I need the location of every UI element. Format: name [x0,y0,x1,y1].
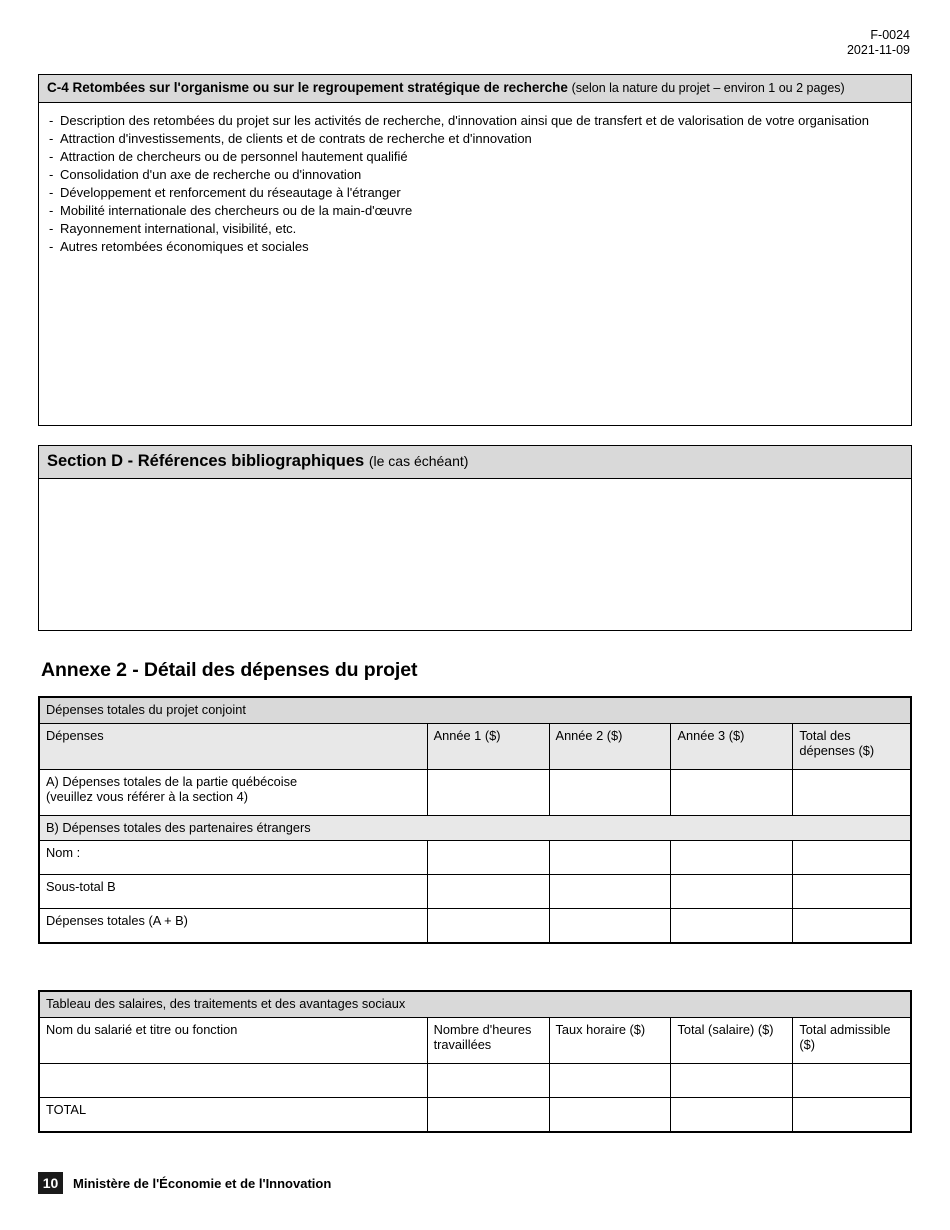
cell-input[interactable] [671,769,793,815]
table-depenses [38,696,912,944]
row-label: Dépenses totales (A + B) [40,909,428,943]
table-row [40,1063,911,1097]
row-label: A) Dépenses totales de la partie québécoise (veuillez vous référer à la section 4) [40,769,428,815]
row-label[interactable]: Nom : [40,841,428,875]
cell-input[interactable] [40,1063,428,1097]
table-row [40,1097,911,1131]
list-item: - Autres retombées économiques et sociales [49,238,901,256]
section-d-title-note: (le cas échéant) [368,453,469,469]
table-row [40,909,911,943]
list-item: - Description des retombées du projet sur les activités de recherche, d'innovation ainsi que de transfert et de valorisation de votre organisation [49,112,901,130]
footer-ministry: Ministère de l'Économie et de l'Innovation [73,1175,332,1191]
cell-input[interactable] [427,841,549,875]
cell-input[interactable] [671,1097,793,1131]
cell-input[interactable] [427,1063,549,1097]
cell-input[interactable] [671,909,793,943]
table-salaires-header-row [40,1017,911,1063]
table-depenses-header-row [40,723,911,769]
cell-input[interactable] [549,909,671,943]
section-d [38,445,912,631]
cell-input[interactable] [671,1063,793,1097]
cell-input[interactable] [427,1097,549,1131]
section-c4 [38,74,912,426]
row-label: B) Dépenses totales des partenaires étrangers [40,815,911,841]
cell-input[interactable] [793,769,911,815]
section-d-title-bold: Section D - Références bibliographiques [47,452,365,470]
table-row [40,769,911,815]
cell-input[interactable] [427,875,549,909]
column-header: Total admissible ($) [793,1017,911,1063]
column-header: Nom du salarié et titre ou fonction [40,1017,428,1063]
table-depenses-title: Dépenses totales du projet conjoint [40,698,911,724]
cell-input[interactable] [793,909,911,943]
cell-input[interactable] [793,1097,911,1131]
cell-input[interactable] [549,875,671,909]
cell-input[interactable] [549,1063,671,1097]
form-code: F-0024 [870,28,910,42]
table-salaires-title: Tableau des salaires, des traitements et des avantages sociaux [40,992,911,1018]
list-item: - Attraction de chercheurs ou de personnel hautement qualifié [49,148,901,166]
table-salaires-title-row [40,992,911,1018]
section-d-title [39,446,911,479]
row-label: TOTAL [40,1097,428,1131]
section-c4-list [49,112,901,256]
page-number: 10 [38,1172,63,1194]
cell-input[interactable] [793,875,911,909]
column-header: Total des dépenses ($) [793,723,911,769]
column-header: Nombre d'heures travaillées [427,1017,549,1063]
table-salaires [38,990,912,1133]
list-item: - Consolidation d'un axe de recherche ou d'innovation [49,166,901,184]
section-c4-body[interactable] [39,103,911,425]
cell-input[interactable] [549,769,671,815]
section-c4-title [39,75,911,103]
column-header: Dépenses [40,723,428,769]
table-depenses-title-row [40,698,911,724]
column-header: Année 1 ($) [427,723,549,769]
row-label: Sous-total B [40,875,428,909]
list-item: - Mobilité internationale des chercheurs ou de la main-d'œuvre [49,202,901,220]
page-footer [38,1172,331,1194]
column-header: Année 2 ($) [549,723,671,769]
column-header: Taux horaire ($) [549,1017,671,1063]
table-row [40,875,911,909]
cell-input[interactable] [427,909,549,943]
column-header: Année 3 ($) [671,723,793,769]
cell-input[interactable] [549,841,671,875]
document-header [38,0,912,58]
cell-input[interactable] [671,841,793,875]
form-date: 2021-11-09 [846,43,910,57]
list-item: - Rayonnement international, visibilité, etc. [49,220,901,238]
cell-input[interactable] [793,841,911,875]
section-c4-title-bold: C-4 Retombées sur l'organisme ou sur le regroupement stratégique de recherche [47,80,568,95]
cell-input[interactable] [427,769,549,815]
table-row [40,815,911,841]
section-c4-title-note: (selon la nature du projet – environ 1 ou 2 pages) [571,81,845,95]
cell-input[interactable] [671,875,793,909]
section-d-body[interactable] [39,479,911,630]
column-header: Total (salaire) ($) [671,1017,793,1063]
cell-input[interactable] [549,1097,671,1131]
page-title: Annexe 2 - Détail des dépenses du projet [41,659,418,681]
cell-input[interactable] [793,1063,911,1097]
table-row [40,841,911,875]
list-item: - Attraction d'investissements, de clients et de contrats de recherche et d'innovation [49,130,901,148]
list-item: - Développement et renforcement du réseautage à l'étranger [49,184,901,202]
